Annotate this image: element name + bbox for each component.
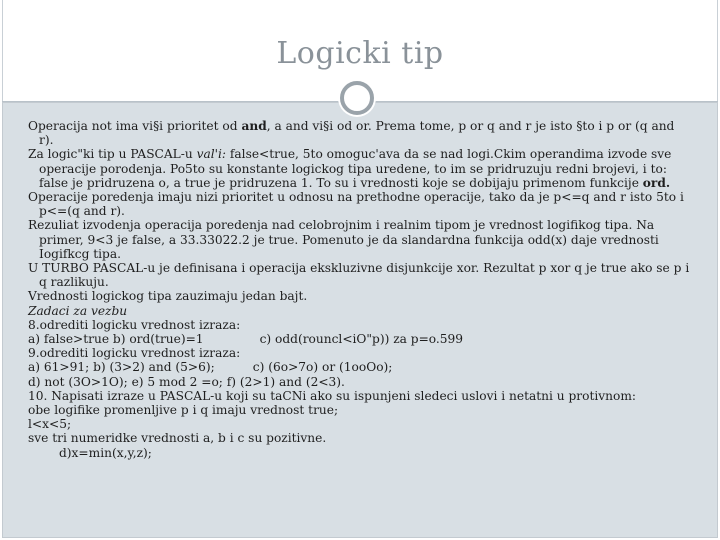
paragraph-exercise-10: 10. Napisati izraze u PASCAL-u koji su taCNi ako su ispunjeni sledeci uslovi i netatni u protivnom: — [28, 388, 636, 403]
text-run: Operacija not ima vi§i prioritet od — [28, 119, 242, 133]
text-run: a) false>true b) ord(true)=1 — [28, 332, 204, 347]
paragraph-xor: U TURBO PASCAL-u je definisana i operacija ekskluzivne disjunkcije xor. Rezultat p xor q je true ako se p i q razlikuju. — [28, 261, 690, 290]
text-run: false<true, 5to omoguc'ava da se nad logi.Ckim operandima izvode sve operacije porodenja. Po5to su konstante logickog tipa uredene, to im se pridruzuju redni brojevi, i to: false je pridruzena o, a true je pridruzena 1. To su i vrednosti koje se dobijaju primenom funkcije — [39, 147, 672, 190]
paragraph-comparison-priority: Operacije poredenja imaju nizi prioritet u odnosu na prethodne operacije, tako da je p<=q and r isto 5to i p<=(q and r). — [28, 190, 684, 219]
paragraph-exercise-9: 9.odrediti logicku vrednost izraza: — [28, 346, 241, 361]
slide-title: Logicki tip — [276, 36, 444, 71]
text-run: c) (6o>7o) or (1ooOo); — [252, 360, 393, 375]
paragraph-exercise-8-items — [28, 332, 692, 346]
slide-content — [28, 119, 692, 460]
paragraph-exercise-9-items-a — [28, 360, 692, 374]
paragraph-size: Vrednosti logickog tipa zauzimaju jedan bajt. — [28, 289, 308, 304]
circle-ornament-icon — [340, 81, 374, 115]
paragraph-exercise-10-a: obe logifike promenljive p i q imaju vrednost true; — [28, 403, 339, 418]
text-run: , a and vi§i od or. Prema tome, p or q and r je isto §to i p or (q and r). — [39, 119, 675, 148]
paragraph-comparison-result: Rezuliat izvodenja operacija poredenja nad celobrojnim i realnim tipom je vrednost logifikog tipa. Na primer, 9<3 je false, a 33.33022.2 je true. Pomenuto je da slandardna funkcija odd(x) daje vrednosti Iogifkcg tipa. — [28, 218, 659, 261]
paragraph-logic-type — [28, 147, 692, 190]
text-run: a) 61>91; b) (3>2) and (5>6); — [28, 360, 215, 375]
text-run-italic: val'i: — [196, 147, 227, 162]
paragraph-exercise-10-d: d)x=min(x,y,z); — [59, 445, 152, 460]
paragraph-exercise-8: 8.odrediti logicku vrednost izraza: — [28, 317, 241, 332]
paragraph-exercise-10-b: l<x<5; — [28, 417, 72, 432]
paragraph-not-priority — [28, 119, 692, 147]
text-run-bold: and — [241, 119, 267, 133]
paragraph-exercise-9-items-b: d) not (3O>1O); e) 5 mod 2 =o; f) (2>1) and (2<3). — [28, 374, 345, 389]
text-run-bold: ord. — [642, 175, 671, 190]
text-run: c) odd(rouncl<iO"p)) za p=o.599 — [259, 332, 464, 347]
text-run: Za logic"ki tip u PASCAL-u — [28, 147, 197, 162]
paragraph-exercises-heading: Zadaci za vezbu — [28, 303, 128, 318]
paragraph-exercise-10-c: sve tri numeridke vrednosti a, b i c su pozitivne. — [28, 431, 327, 446]
